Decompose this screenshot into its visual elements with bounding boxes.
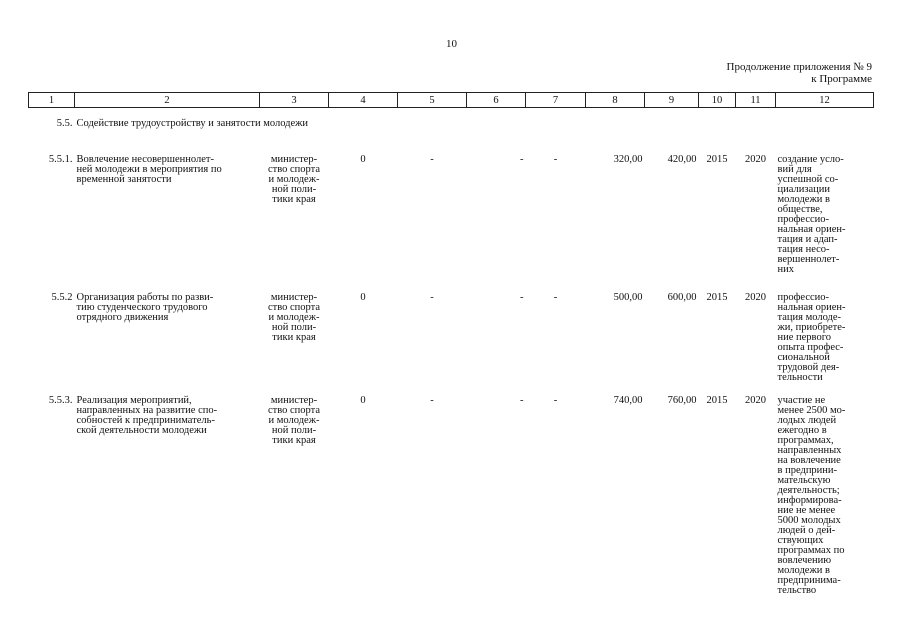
cell-col-8: 500,00 bbox=[613, 292, 643, 303]
column-header: 12 bbox=[776, 93, 874, 108]
cell-col-11: 2020 bbox=[745, 292, 766, 303]
header-row bbox=[29, 93, 874, 108]
column-header: 3 bbox=[260, 93, 329, 108]
cell-col-5: - bbox=[430, 154, 434, 165]
measure-name: Вовлечение несовершеннолет- ней молодежи в мероприятия по временной занятости bbox=[76, 154, 222, 185]
cell-col-5: - bbox=[430, 292, 434, 303]
column-header: 9 bbox=[645, 93, 699, 108]
executor-cell: министер- ство спорта и молодеж- ной поли- тики края bbox=[267, 154, 321, 205]
cell-col-11: 2020 bbox=[745, 395, 766, 406]
column-header: 11 bbox=[736, 93, 776, 108]
cell-col-10: 2015 bbox=[706, 292, 728, 303]
cell-col-9: 760,00 bbox=[667, 395, 697, 406]
appendix-line-1: Продолжение приложения № 9 bbox=[726, 61, 872, 73]
expected-result: профессио- нальная ориен- тация молоде- жи, приобрете- ние первого опыта профес- сиональной трудовой дея- тельности bbox=[777, 292, 846, 383]
section-title: Содействие трудоустройству и занятости молодежи bbox=[76, 118, 309, 129]
executor-cell: министер- ство спорта и молодеж- ной поли- тики края bbox=[267, 292, 321, 343]
cell-col-6: - bbox=[520, 154, 524, 165]
table-row bbox=[29, 396, 874, 616]
executor-cell: министер- ство спорта и молодеж- ной поли- тики края bbox=[267, 395, 321, 446]
column-header: 2 bbox=[75, 93, 260, 108]
row-number: 5.5.2 bbox=[51, 292, 73, 303]
row-number: 5.5.3. bbox=[48, 395, 73, 406]
table-row bbox=[29, 155, 874, 293]
page-number: 10 bbox=[446, 38, 457, 50]
cell-col-7: - bbox=[553, 292, 558, 303]
expected-result: создание усло- вий для успешной со- циализации молодежи в обществе, профессио- нальная ориен- тация и адап- тация несо- вершеннолет- них bbox=[777, 154, 846, 275]
expected-result: участие не менее 2500 мо- лодых людей ежегодно в программах, направленных на вовлечение в предприни- мательскую деятельность; информирова- ние не менее 5000 молодых людей о дей- ствующих программах по вовлечению молодежи в предпринима- тельство bbox=[777, 395, 846, 596]
cell-col-9: 420,00 bbox=[667, 154, 697, 165]
column-header: 1 bbox=[29, 93, 75, 108]
cell-col-11: 2020 bbox=[745, 154, 766, 165]
cell-col-4: 0 bbox=[360, 292, 366, 303]
cell-col-5: - bbox=[430, 395, 434, 406]
cell-col-6: - bbox=[520, 292, 524, 303]
column-header: 8 bbox=[586, 93, 645, 108]
program-table bbox=[28, 92, 874, 616]
cell-col-10: 2015 bbox=[706, 395, 728, 406]
column-header: 4 bbox=[329, 93, 398, 108]
column-header: 5 bbox=[398, 93, 467, 108]
appendix-line-2: к Программе bbox=[811, 73, 872, 85]
column-header: 6 bbox=[467, 93, 526, 108]
cell-col-8: 740,00 bbox=[613, 395, 643, 406]
cell-col-6: - bbox=[520, 395, 524, 406]
cell-col-4: 0 bbox=[360, 395, 366, 406]
section-number: 5.5. bbox=[56, 118, 73, 129]
cell-col-8: 320,00 bbox=[613, 154, 643, 165]
section-row bbox=[29, 108, 874, 156]
cell-col-10: 2015 bbox=[706, 154, 728, 165]
cell-col-4: 0 bbox=[360, 154, 366, 165]
column-header: 7 bbox=[526, 93, 586, 108]
appendix-note bbox=[727, 61, 872, 85]
measure-name: Реализация мероприятий, направленных на развитие спо- собностей к предприниматель- ской деятельности молодежи bbox=[76, 395, 218, 436]
row-number: 5.5.1. bbox=[48, 154, 73, 165]
cell-col-7: - bbox=[553, 154, 558, 165]
cell-col-7: - bbox=[553, 395, 558, 406]
cell-col-9: 600,00 bbox=[667, 292, 697, 303]
table-row bbox=[29, 293, 874, 396]
measure-name: Организация работы по разви- тию студенческого трудового отрядного движения bbox=[76, 292, 214, 323]
column-header: 10 bbox=[699, 93, 736, 108]
